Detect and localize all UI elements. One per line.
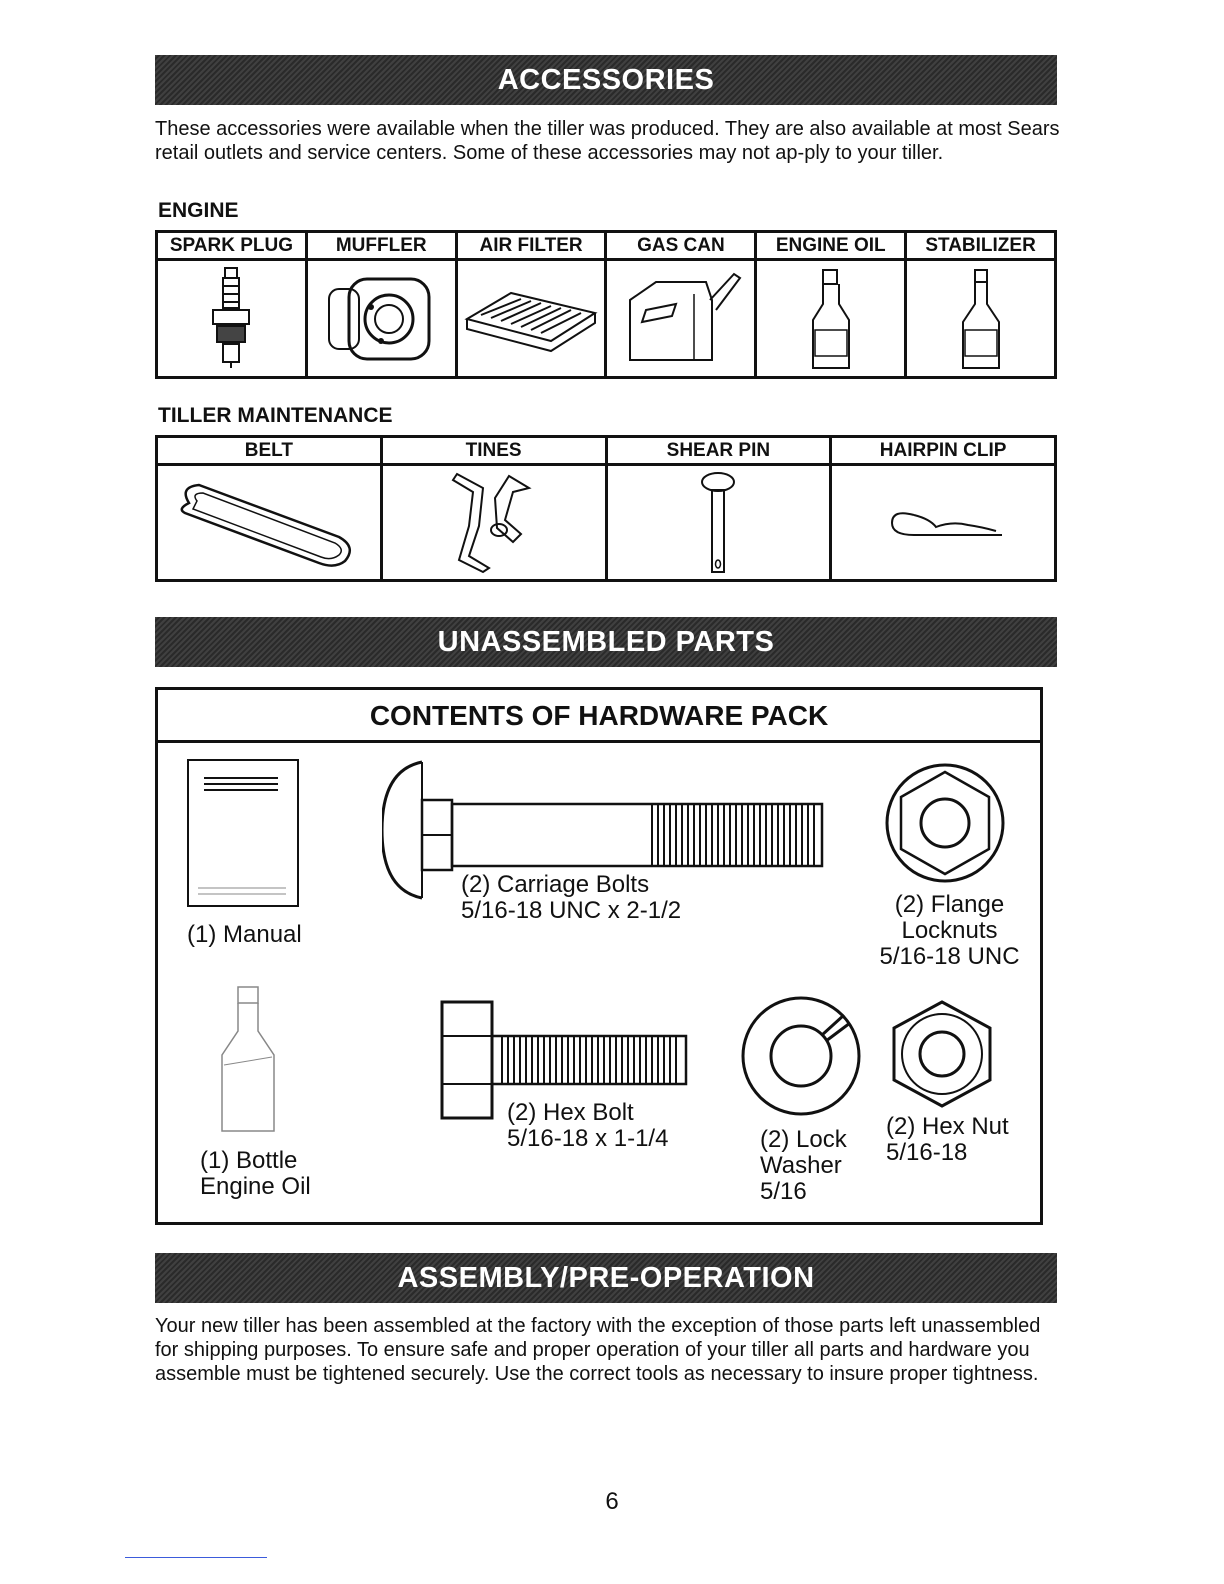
unassembled-parts-banner <box>155 617 1057 667</box>
muffler-cell <box>306 260 456 378</box>
muffler-icon <box>321 269 441 369</box>
tines-icon <box>439 468 549 578</box>
oil-bottle-icon <box>801 264 861 374</box>
belt-icon <box>169 473 369 573</box>
manual-icon <box>186 758 301 908</box>
stabilizer-cell <box>906 260 1056 378</box>
spark-plug-icon <box>201 264 261 374</box>
engine-col-spark-plug: SPARK PLUG <box>157 232 307 260</box>
engine-oil-cell <box>756 260 906 378</box>
unassembled-parts-title: UNASSEMBLED PARTS <box>437 625 775 658</box>
engine-accessories-table <box>155 230 1057 379</box>
gas-can-icon <box>616 264 746 374</box>
engine-col-air-filter: AIR FILTER <box>456 232 606 260</box>
belt-cell <box>157 465 382 581</box>
hardware-pack-title: CONTENTS OF HARDWARE PACK <box>158 690 1040 743</box>
tiller-maintenance-table <box>155 435 1057 582</box>
accessories-intro: These accessories were available when the tiller was produced. They are also available at most Sears retail outlets and service centers. Some of these accessories may not ap-ply to your tiller. <box>155 118 1060 164</box>
accessories-banner <box>155 55 1057 105</box>
spark-plug-cell <box>157 260 307 378</box>
manual-label: (1) Manual <box>187 921 302 948</box>
maint-col-shear-pin: SHEAR PIN <box>606 437 831 465</box>
engine-col-gas-can: GAS CAN <box>606 232 756 260</box>
engine-col-engine-oil: ENGINE OIL <box>756 232 906 260</box>
hairpin-clip-cell <box>831 465 1056 581</box>
maint-col-hairpin-clip: HAIRPIN CLIP <box>831 437 1056 465</box>
shear-pin-cell <box>606 465 831 581</box>
engine-oil-label: (1) Bottle Engine Oil <box>200 1147 311 1200</box>
maint-col-tines: TINES <box>381 437 606 465</box>
engine-col-stabilizer: STABILIZER <box>906 232 1056 260</box>
tines-cell <box>381 465 606 581</box>
engine-col-muffler: MUFFLER <box>306 232 456 260</box>
hairpin-clip-icon <box>878 493 1008 553</box>
shear-pin-icon <box>688 468 748 578</box>
carriage-bolts-label: (2) Carriage Bolts 5/16-18 UNC x 2-1/2 <box>461 871 682 924</box>
flange-locknuts-label: (2) Flange Locknuts 5/16-18 UNC <box>879 891 1020 970</box>
maint-col-belt: BELT <box>157 437 382 465</box>
assembly-banner <box>155 1253 1057 1303</box>
hex-bolt-label: (2) Hex Bolt 5/16-18 x 1-1/4 <box>507 1099 669 1152</box>
air-filter-icon <box>461 279 601 359</box>
air-filter-cell <box>456 260 606 378</box>
flange-locknut-icon <box>884 762 1006 884</box>
hex-nut-label: (2) Hex Nut 5/16-18 <box>886 1113 1009 1166</box>
stabilizer-bottle-icon <box>951 264 1011 374</box>
hex-nut-icon <box>886 998 998 1110</box>
gas-can-cell <box>606 260 756 378</box>
engine-oil-bottle-icon <box>212 985 282 1135</box>
assembly-text: Your new tiller has been assembled at the factory with the exception of those parts left unassembled for shipping purposes. To ensure safe and proper operation of your tiller all parts and hardware you assemble must be tightened securely. Use the correct tools as necessary to insure proper tightness. <box>155 1315 1041 1385</box>
assembly-title: ASSEMBLY/PRE-OPERATION <box>397 1261 815 1294</box>
accessories-title: ACCESSORIES <box>497 63 715 96</box>
engine-heading: ENGINE <box>158 199 239 222</box>
footer-rule <box>125 1557 267 1558</box>
lock-washer-label: (2) Lock Washer 5/16 <box>760 1126 847 1205</box>
lock-washer-icon <box>740 995 862 1117</box>
page-number: 6 <box>605 1488 619 1515</box>
tiller-maintenance-heading: TILLER MAINTENANCE <box>158 404 393 427</box>
